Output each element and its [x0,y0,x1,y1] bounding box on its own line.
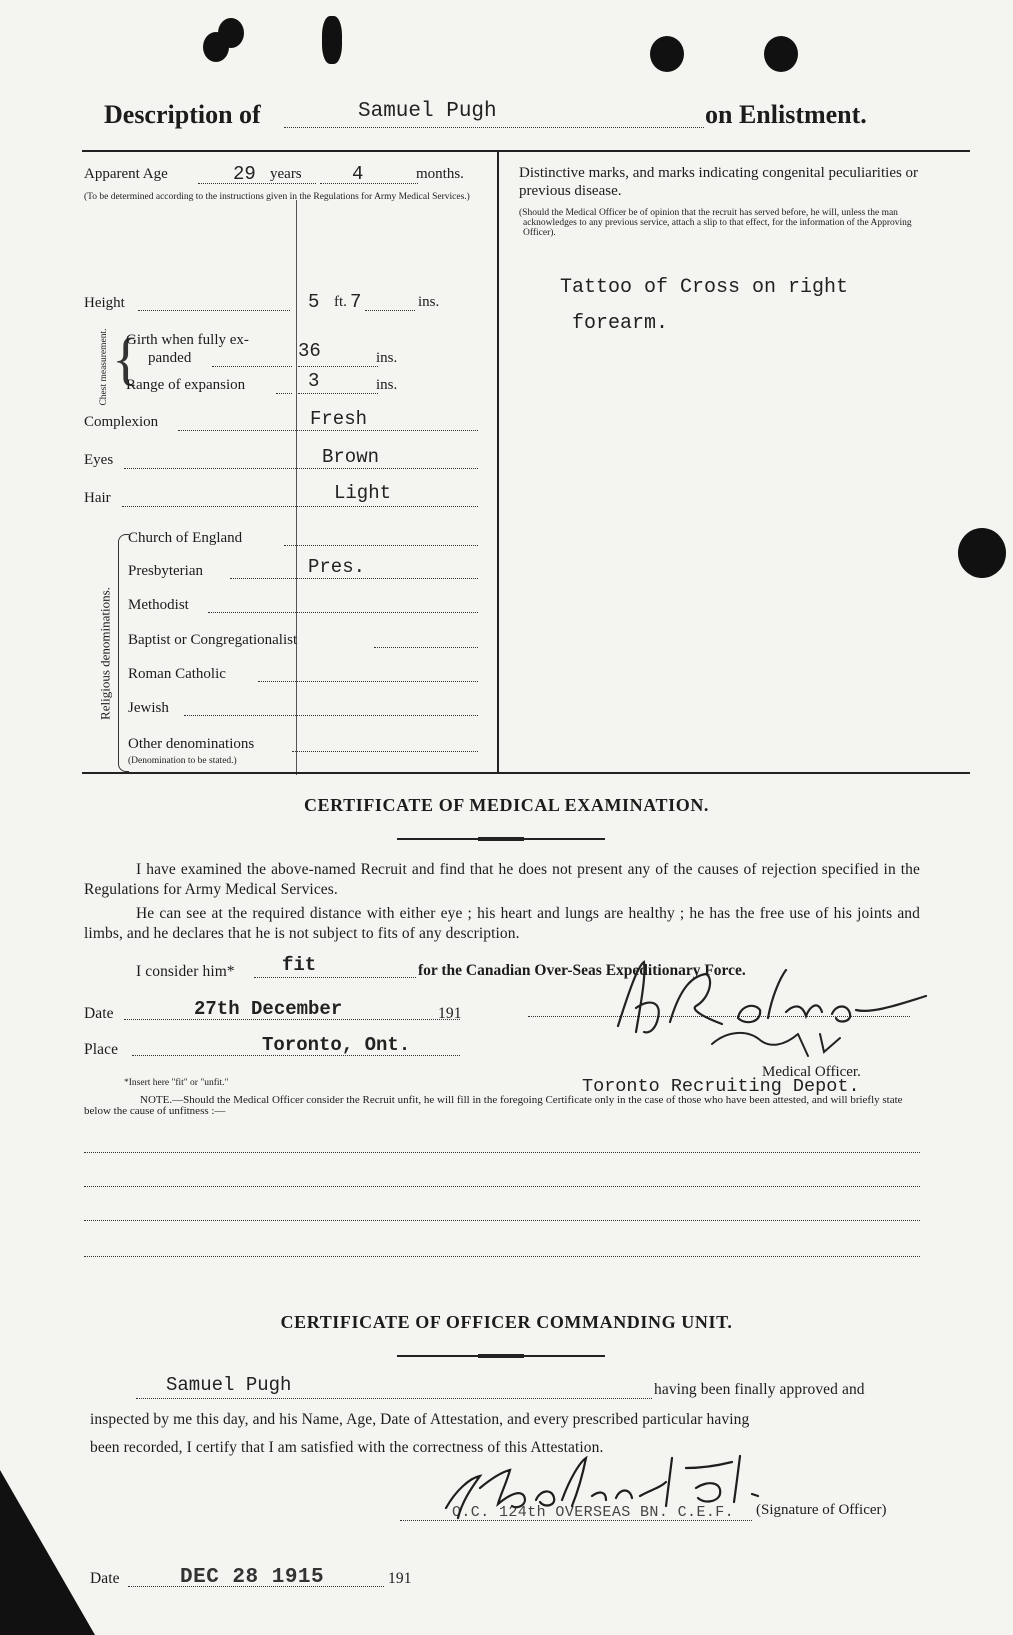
depot-value: Toronto Recruiting Depot. [582,1076,860,1097]
ink-blot-3 [322,16,342,64]
unfit-note: NOTE.—Should the Medical Officer consider the Recruit unfit, he will fill in the foregoing Certificate only in the case of those who have been attested, and will briefly state below the cause of unfitness :— [84,1094,903,1117]
range-line [276,393,292,394]
marks-line-2: forearm. [572,312,669,335]
unfitness-line-2 [84,1186,920,1187]
girth-label-2: panded [148,350,192,366]
column-divider [497,152,499,773]
unfitness-line-4 [84,1256,920,1257]
religion-line-2 [208,612,478,613]
age-label: Apparent Age [84,166,168,182]
religion-label-3: Baptist or Congregationalist [128,632,298,648]
commanding-date-year-print: 191 [388,1570,412,1587]
commanding-date-label: Date [90,1570,120,1587]
religion-label-0: Church of England [128,530,243,546]
consider-value: fit [282,954,317,976]
religion-line-4 [258,681,478,682]
girth-ins: ins. [376,350,398,366]
height-label: Height [84,295,125,311]
religion-line-6 [292,751,478,752]
medical-officer-signature [610,948,940,1068]
commanding-date-stamp: DEC 28 1915 [180,1566,325,1589]
religion-label-4: Roman Catholic [128,666,226,682]
punch-hole-1 [650,36,684,72]
commanding-name-line [136,1398,652,1399]
age-months-line [320,183,418,184]
girth-value: 36 [298,340,321,362]
range-value-line [298,393,378,394]
age-years: 29 [233,163,256,185]
signature-of-officer-label: (Signature of Officer) [756,1502,887,1518]
religion-value-1: Pres. [308,556,366,578]
range-value: 3 [308,370,320,392]
height-in: 7 [350,291,362,313]
ins-label: ins. [418,294,440,310]
girth-label-1: Girth when fully ex- [126,332,249,348]
religion-line-5 [184,715,478,716]
title-name-line [284,127,704,128]
religion-label-1: Presbyterian [128,563,203,579]
bottom-rule [82,772,970,774]
medical-para-1: I have examined the above-named Recruit and find that he does not present any of the causes of rejection specified in the Regulations for Army Medical Services. [84,861,920,898]
height-line [138,310,290,311]
range-ins: ins. [376,377,398,393]
eyes-label: Eyes [84,452,114,468]
force-label: for the Canadian Over-Seas Expeditionary Force. [418,962,746,979]
hair-label: Hair [84,490,111,506]
punch-hole-right [958,528,1006,578]
medical-heading: CERTIFICATE OF MEDICAL EXAMINATION. [303,795,710,815]
date-value: 27th December [194,998,343,1020]
hair-value: Light [334,482,392,504]
place-label: Place [84,1041,119,1058]
consider-line [254,977,416,978]
hair-line [122,506,478,507]
years-label: years [270,166,302,182]
eyes-line [124,468,478,469]
unit-stamp: O.C. 124th OVERSEAS BN. C.E.F. [452,1504,735,1521]
religion-line-1 [230,578,478,579]
months-label: months. [416,166,464,182]
girth-value-line [298,366,378,367]
place-value: Toronto, Ont. [262,1034,411,1056]
chest-side-label: Chest measurement. [99,328,109,406]
medical-heading-rule-accent [478,837,524,841]
complexion-label: Complexion [84,414,159,430]
complexion-line [178,430,478,431]
punch-hole-2 [764,36,798,72]
date-label: Date [84,1005,114,1022]
medical-officer-label: Medical Officer. [762,1064,861,1080]
date-year-print: 191 [438,1005,462,1022]
religion-label-2: Methodist [128,597,189,613]
marks-note: (Should the Medical Officer be of opinion that the recruit has served before, he will, unless the man acknowledges to any previous service, attach a slip to that effect, for the information of the Approving Officer). [519,208,912,238]
chest-brace: { [112,326,140,391]
commanding-name: Samuel Pugh [166,1374,292,1396]
corner-shadow [0,1470,95,1635]
religion-label-5: Jewish [128,700,169,716]
religion-side-label: Religious denominations. [97,587,113,720]
title-suffix: on Enlistment. [705,100,867,129]
commanding-heading-rule-accent [478,1354,524,1358]
title-prefix: Description of [104,100,261,129]
eyes-value: Brown [322,446,380,468]
unfitness-line-1 [84,1152,920,1153]
top-rule [82,150,970,152]
age-months: 4 [352,163,364,185]
medical-para-2: He can see at the required distance with either eye ; his heart and lungs are healthy ; he has the free use of his joints and limbs, and he declares that he is not subject to fits of any description. [84,905,920,942]
religion-label-6: Other denominations [128,736,255,752]
complexion-value: Fresh [310,408,368,430]
religion-line-3 [374,647,478,648]
marks-line-1: Tattoo of Cross on right [560,276,849,299]
marks-heading: Distinctive marks, and marks indicating congenital peculiarities or previous disease. [519,165,919,199]
commanding-officer-signature [440,1438,800,1528]
religion-line-0 [284,545,478,546]
column-divider-left [296,200,297,775]
age-note: (To be determined according to the instructions given in the Regulations for Army Medical Services.) [84,192,470,202]
girth-line [212,366,292,367]
commanding-heading: CERTIFICATE OF OFFICER COMMANDING UNIT. [280,1312,733,1332]
commanding-text-3: been recorded, I certify that I am satisfied with the correctness of this Attestation. [90,1439,604,1456]
height-in-line [365,310,415,311]
denomination-note: (Denomination to be stated.) [128,756,237,766]
ink-blot-2 [203,32,229,62]
commanding-text-2: inspected by me this day, and his Name, Age, Date of Attestation, and every prescribed particular having [90,1411,750,1428]
consider-label: I consider him* [136,963,235,980]
insert-note: *Insert here "fit" or "unfit." [124,1078,229,1088]
height-ft: 5 [308,291,320,313]
unfitness-line-3 [84,1220,920,1221]
title-name: Samuel Pugh [358,100,497,123]
range-label: Range of expansion [126,377,246,393]
age-years-line [198,183,316,184]
ft-label: ft. [334,294,347,310]
commanding-text-1: having been finally approved and [654,1381,865,1398]
